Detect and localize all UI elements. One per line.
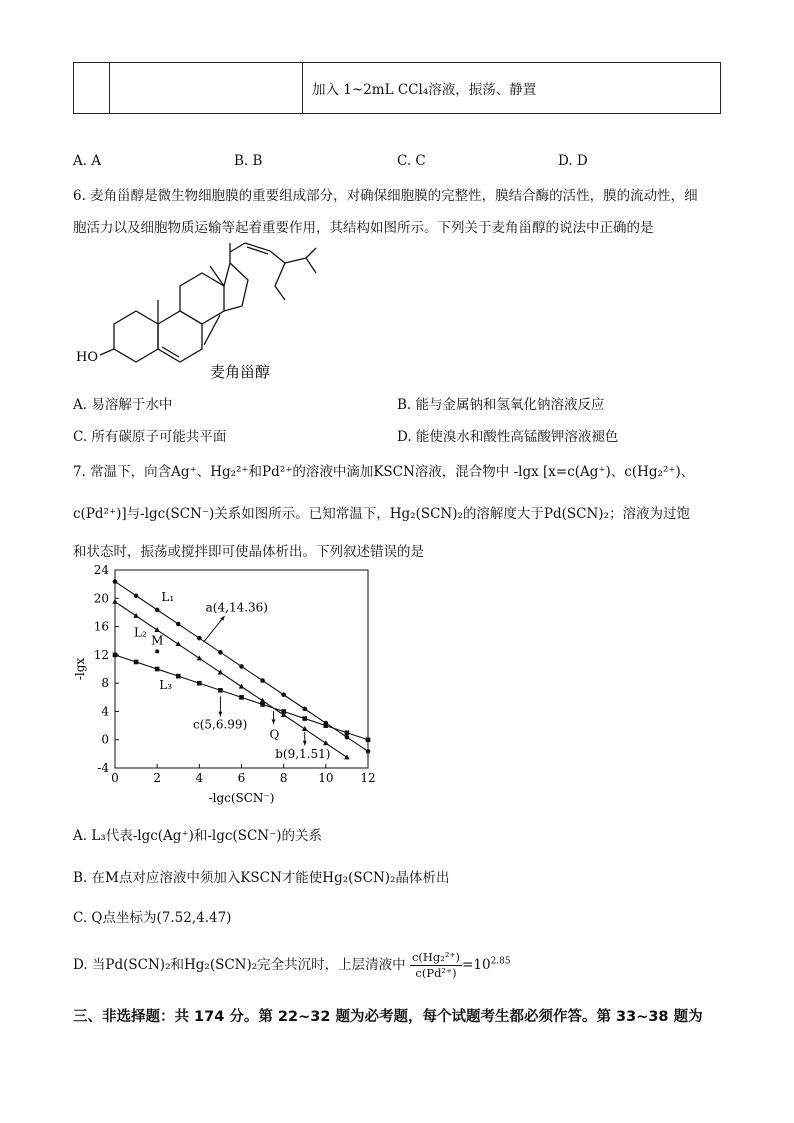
arrow-a	[204, 616, 225, 642]
x-tick-label: 0	[111, 771, 119, 785]
series-point-square	[366, 737, 371, 742]
series-point-triangle	[218, 669, 224, 674]
x-tick-label: 12	[360, 771, 376, 785]
series-line-2	[115, 602, 347, 758]
series-point-circle	[176, 622, 181, 627]
y-axis-label: -lgx	[73, 657, 87, 681]
series-point-triangle	[154, 627, 160, 632]
answer-table	[73, 62, 721, 114]
series-point-square	[113, 653, 118, 658]
arrow-c-head	[218, 712, 222, 717]
x-axis-label: -lgc(SCN⁻)	[208, 791, 275, 805]
annotation-b: b(9,1.51)	[275, 747, 331, 762]
series-point-triangle	[175, 641, 181, 646]
series-point-circle	[113, 579, 118, 584]
q5-option-d: D. D	[558, 153, 588, 169]
series-point-square	[218, 688, 223, 693]
x-tick-label: 10	[318, 771, 334, 785]
series-point-square	[281, 709, 286, 714]
arrow-q-head	[272, 720, 276, 725]
x-tick-label: 2	[153, 771, 161, 785]
q6-option-b: B. 能与金属钠和氢氧化钠溶液反应	[397, 397, 605, 413]
section-3-heading: 三、非选择题：共 174 分。第 22~32 题为必考题，每个试题考生都必须作答。第 33~38 题为	[73, 1009, 703, 1025]
series-label-l2: L₂	[133, 625, 147, 640]
y-tick-label: -4	[97, 761, 109, 775]
ergosterol-skeleton	[100, 243, 316, 362]
lgx-chart	[70, 560, 390, 810]
series-point-square	[134, 660, 139, 665]
series-point-square	[197, 681, 202, 686]
y-tick-label: 24	[93, 563, 109, 577]
q5-option-c: C. C	[397, 153, 426, 169]
y-tick-label: 20	[93, 591, 109, 606]
point-m	[155, 649, 159, 653]
series-label-l3: L₃	[159, 677, 173, 692]
y-tick-label: 16	[93, 619, 109, 634]
series-point-triangle	[302, 726, 308, 731]
x-tick-label: 4	[195, 771, 204, 785]
arrow-b-head	[303, 741, 307, 746]
series-point-square	[155, 667, 160, 672]
q7-option-d-text: D. 当Pd(SCN)₂和Hg₂(SCN)₂完全共沉时，上层清液中	[73, 957, 406, 973]
series-point-circle	[302, 707, 307, 712]
series-label-l1: L₁	[161, 590, 175, 605]
q7-option-c: C. Q点坐标为(7.52,4.47)	[73, 910, 232, 926]
point-q-label: Q	[269, 727, 280, 742]
series-point-circle	[345, 735, 350, 740]
series-point-triangle	[239, 684, 245, 689]
series-point-triangle	[112, 599, 118, 604]
structure-caption: 麦角甾醇	[210, 363, 271, 381]
table-cell-number	[74, 63, 110, 114]
q7-option-d	[73, 950, 511, 981]
chart-plot	[112, 579, 370, 761]
series-point-triangle	[344, 754, 350, 759]
fraction-denominator: c(Pd²⁺)	[415, 966, 457, 980]
q6-stem-line2: 胞活力以及细胞物质运输等起着重要作用，其结构如图所示。下列关于麦角甾醇的说法中正确的是	[73, 220, 654, 236]
q7-option-d-fraction	[410, 950, 462, 981]
series-point-circle	[260, 678, 265, 683]
series-point-triangle	[323, 740, 329, 745]
table-cell-operation	[303, 63, 721, 114]
fraction-equals: =10	[462, 957, 491, 973]
series-point-triangle	[197, 655, 203, 660]
series-point-square	[239, 695, 244, 700]
table-operation-text: 加入 1~2mL CCl₄溶液，振荡、静置	[312, 82, 537, 98]
y-tick-label: 0	[101, 732, 109, 747]
chart-axes	[73, 563, 376, 805]
series-point-circle	[197, 636, 202, 641]
series-point-square	[324, 723, 329, 728]
q6-stem-line1: 6. 麦角甾醇是微生物细胞膜的重要组成部分，对确保细胞膜的完整性，膜结合酶的活性，膜的流动性，细	[73, 188, 698, 204]
structure-ho-label: HO	[76, 350, 98, 365]
series-point-circle	[239, 664, 244, 669]
series-point-circle	[218, 650, 223, 655]
fraction-numerator: c(Hg₂²⁺)	[411, 950, 461, 964]
series-point-circle	[155, 608, 160, 613]
q7-option-a: A. L₃代表-lgc(Ag⁺)和-lgc(SCN⁻)的关系	[73, 828, 322, 844]
series-point-square	[176, 674, 181, 679]
q6-option-c: C. 所有碳原子可能共平面	[73, 429, 227, 445]
x-tick-label: 8	[279, 771, 288, 785]
q5-option-a: A. A	[73, 153, 102, 169]
q5-option-b: B. B	[234, 153, 263, 169]
y-tick-label: 4	[101, 704, 109, 719]
table-cell-blank	[110, 63, 303, 114]
y-tick-label: 8	[101, 676, 109, 691]
q7-stem-line2: c(Pd²⁺)]与-lgc(SCN⁻)关系如图所示。已知常温下，Hg₂(SCN)₂的溶解度大于Pd(SCN)₂；溶液为过饱	[73, 506, 690, 522]
series-point-triangle	[133, 613, 139, 618]
q7-option-b: B. 在M点对应溶液中须加入KSCN才能使Hg₂(SCN)₂晶体析出	[73, 870, 450, 886]
annotation-a: a(4,14.36)	[205, 600, 268, 615]
series-point-square	[345, 730, 350, 735]
point-m-label: M	[151, 633, 164, 648]
q7-stem-line1: 7. 常温下，向含Ag⁺、Hg₂²⁺和Pd²⁺的溶液中滴加KSCN溶液，混合物中 -lgx [x=c(Ag⁺)、c(Hg₂²⁺)、	[73, 464, 695, 480]
series-point-square	[302, 716, 307, 721]
series-point-circle	[134, 593, 139, 598]
q6-option-d: D. 能使溴水和酸性高锰酸钾溶液褪色	[397, 429, 619, 445]
ergosterol-structure	[70, 238, 330, 383]
series-point-circle	[281, 692, 286, 697]
annotation-c: c(5,6.99)	[193, 717, 248, 732]
series-point-square	[260, 702, 265, 707]
q7-stem-line3: 和状态时，振荡或搅拌即可使晶体析出。下列叙述错误的是	[73, 544, 424, 560]
series-point-circle	[366, 749, 371, 754]
y-tick-label: 12	[93, 647, 109, 662]
plot-frame	[115, 570, 368, 768]
fraction-exponent: 2.85	[490, 956, 511, 967]
x-tick-label: 6	[237, 771, 246, 785]
series-point-triangle	[260, 698, 266, 703]
q6-option-a: A. 易溶解于水中	[73, 397, 173, 413]
